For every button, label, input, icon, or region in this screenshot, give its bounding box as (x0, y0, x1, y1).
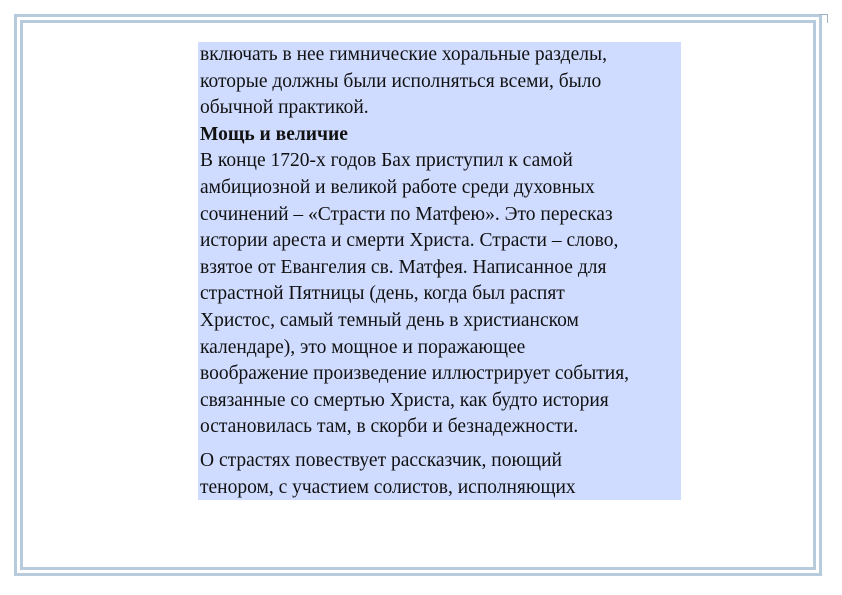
paragraph1-line-7: Христос, самый темный день в христианском (200, 309, 579, 331)
paragraph1-line-10: связанные со смертью Христа, как будто история (200, 389, 609, 411)
paragraph1-line-9: воображение произведение иллюстрирует события, (200, 363, 630, 385)
paragraph1-line-6: страстной Пятницы (день, когда был распят (200, 283, 565, 305)
paragraph1-line-11: остановилась там, в скорби и безнадежности. (200, 416, 579, 438)
paragraph1-line-4: истории ареста и смерти Христа. Страсти – слово, (200, 230, 619, 252)
paragraph1-line-3: сочинений – «Страсти по Матфею». Это пересказ (200, 203, 613, 225)
paragraph2-line-2: тенором, с участием солистов, исполняющих (200, 476, 576, 498)
frame-corner-accent (819, 14, 828, 23)
section-heading: Мощь и величие (200, 123, 348, 145)
paragraph1-line-5: взятое от Евангелия св. Матфея. Написанное для (200, 256, 607, 278)
intro-line-1: включать в нее гимнические хоральные разделы, (200, 44, 607, 65)
paragraph1-line-8: календаре), это мощное и поражающее (200, 336, 526, 358)
document-text-block (198, 42, 681, 500)
intro-line-2: которые должны были исполняться всеми, было (200, 70, 602, 92)
intro-line-3: обычной практикой. (200, 97, 369, 119)
paragraph1-line-2: амбициозной и великой работе среди духовных (200, 176, 595, 198)
paragraph2-line-1: О страстях повествует рассказчик, поющий (200, 449, 562, 471)
paragraph1-line-1: В конце 1720-х годов Бах приступил к самой (200, 150, 573, 172)
